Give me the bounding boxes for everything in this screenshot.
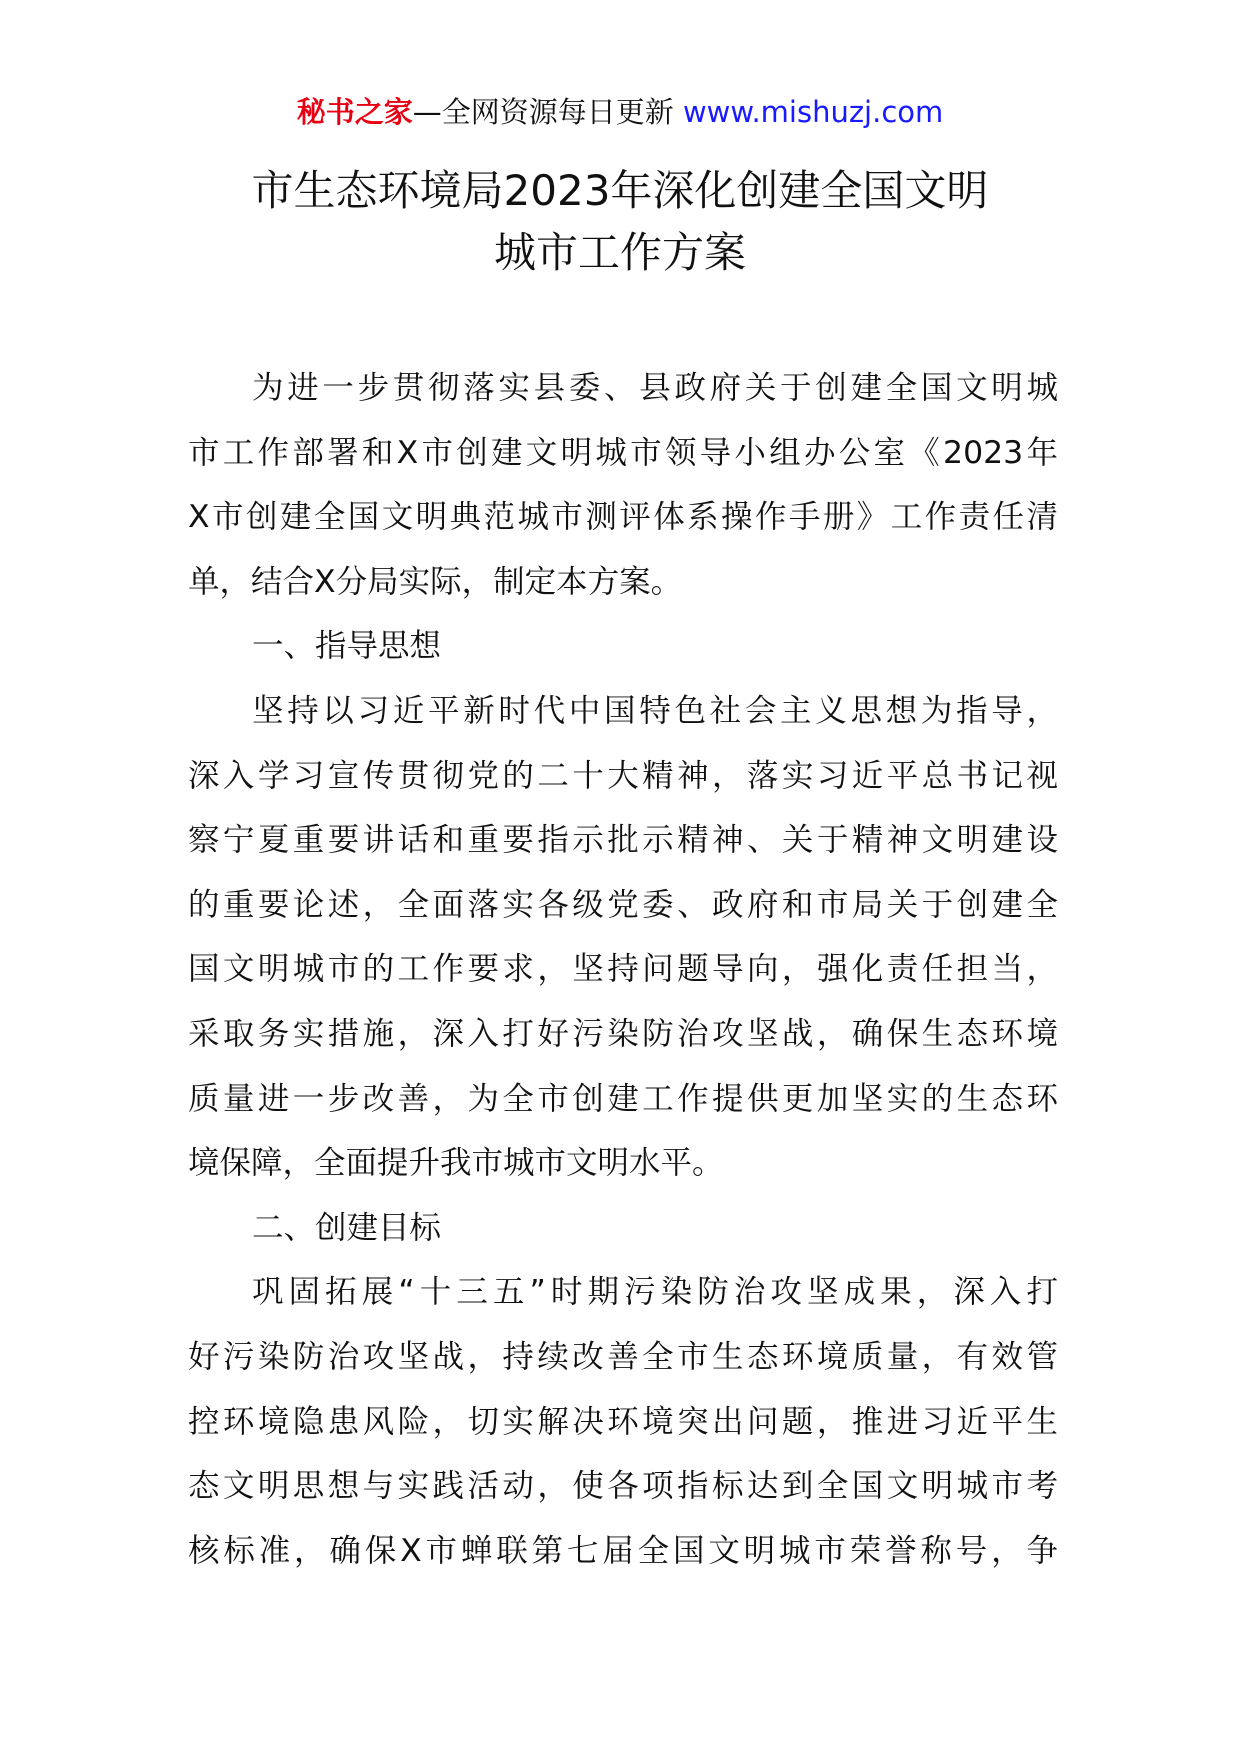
paragraph-line: 为进一步贯彻落实县委、县政府关于创建全国文明城 xyxy=(252,370,1058,406)
paragraph-line: 市工作部署和X市创建文明城市领导小组办公室《2023年 xyxy=(188,434,1058,471)
title-line: 市生态环境局2023年深化创建全国文明 xyxy=(251,166,989,215)
paragraph-line: 察宁夏重要讲话和重要指示批示精神、关于精神文明建设 xyxy=(188,822,1058,859)
header-dash: — xyxy=(412,95,442,129)
paragraph-line: 核标准，确保X市蝉联第七届全国文明城市荣誉称号，争 xyxy=(188,1532,1058,1569)
paragraph-line: 控环境隐患风险，切实解决环境突出问题，推进习近平生 xyxy=(188,1403,1058,1440)
paragraph-line: 采取务实措施，深入打好污染防治攻坚战，确保生态环境 xyxy=(188,1015,1058,1052)
paragraph-line: 质量进一步改善，为全市创建工作提供更加坚实的生态环 xyxy=(188,1080,1058,1117)
site-header xyxy=(0,92,1240,132)
paragraph-line: 坚持以习近平新时代中国特色社会主义思想为指导， xyxy=(252,692,1058,729)
paragraph-line: 态文明思想与实践活动，使各项指标达到全国文明城市考 xyxy=(188,1468,1058,1505)
paragraph-line: 好污染防治攻坚战，持续改善全市生态环境质量，有效管 xyxy=(188,1338,1058,1375)
paragraph-line: 的重要论述，全面落实各级党委、政府和市局关于创建全 xyxy=(188,886,1058,923)
paragraph-line: 深入学习宣传贯彻党的二十大精神，落实习近平总书记视 xyxy=(188,757,1058,794)
document-title xyxy=(0,160,1240,284)
document-body xyxy=(188,356,1058,1583)
site-url-link[interactable]: www.mishuzj.com xyxy=(682,95,944,129)
header-slogan: 全网资源每日更新 xyxy=(441,95,683,129)
paragraph-line: 境保障，全面提升我市城市文明水平。 xyxy=(188,1145,724,1182)
paragraph-line: 单，结合X分局实际，制定本方案。 xyxy=(188,563,683,600)
paragraph-line: 巩固拓展“十三五”时期污染防治攻坚成果，深入打 xyxy=(252,1274,1058,1311)
title-line: 城市工作方案 xyxy=(493,228,746,277)
section-heading: 二、创建目标 xyxy=(252,1209,442,1246)
section-heading: 一、指导思想 xyxy=(252,628,442,665)
paragraph-line: 国文明城市的工作要求，坚持问题导向，强化责任担当， xyxy=(188,951,1058,988)
paragraph-line: X市创建全国文明典范城市测评体系操作手册》工作责任清 xyxy=(188,499,1058,536)
brand-name: 秘书之家 xyxy=(296,95,413,129)
